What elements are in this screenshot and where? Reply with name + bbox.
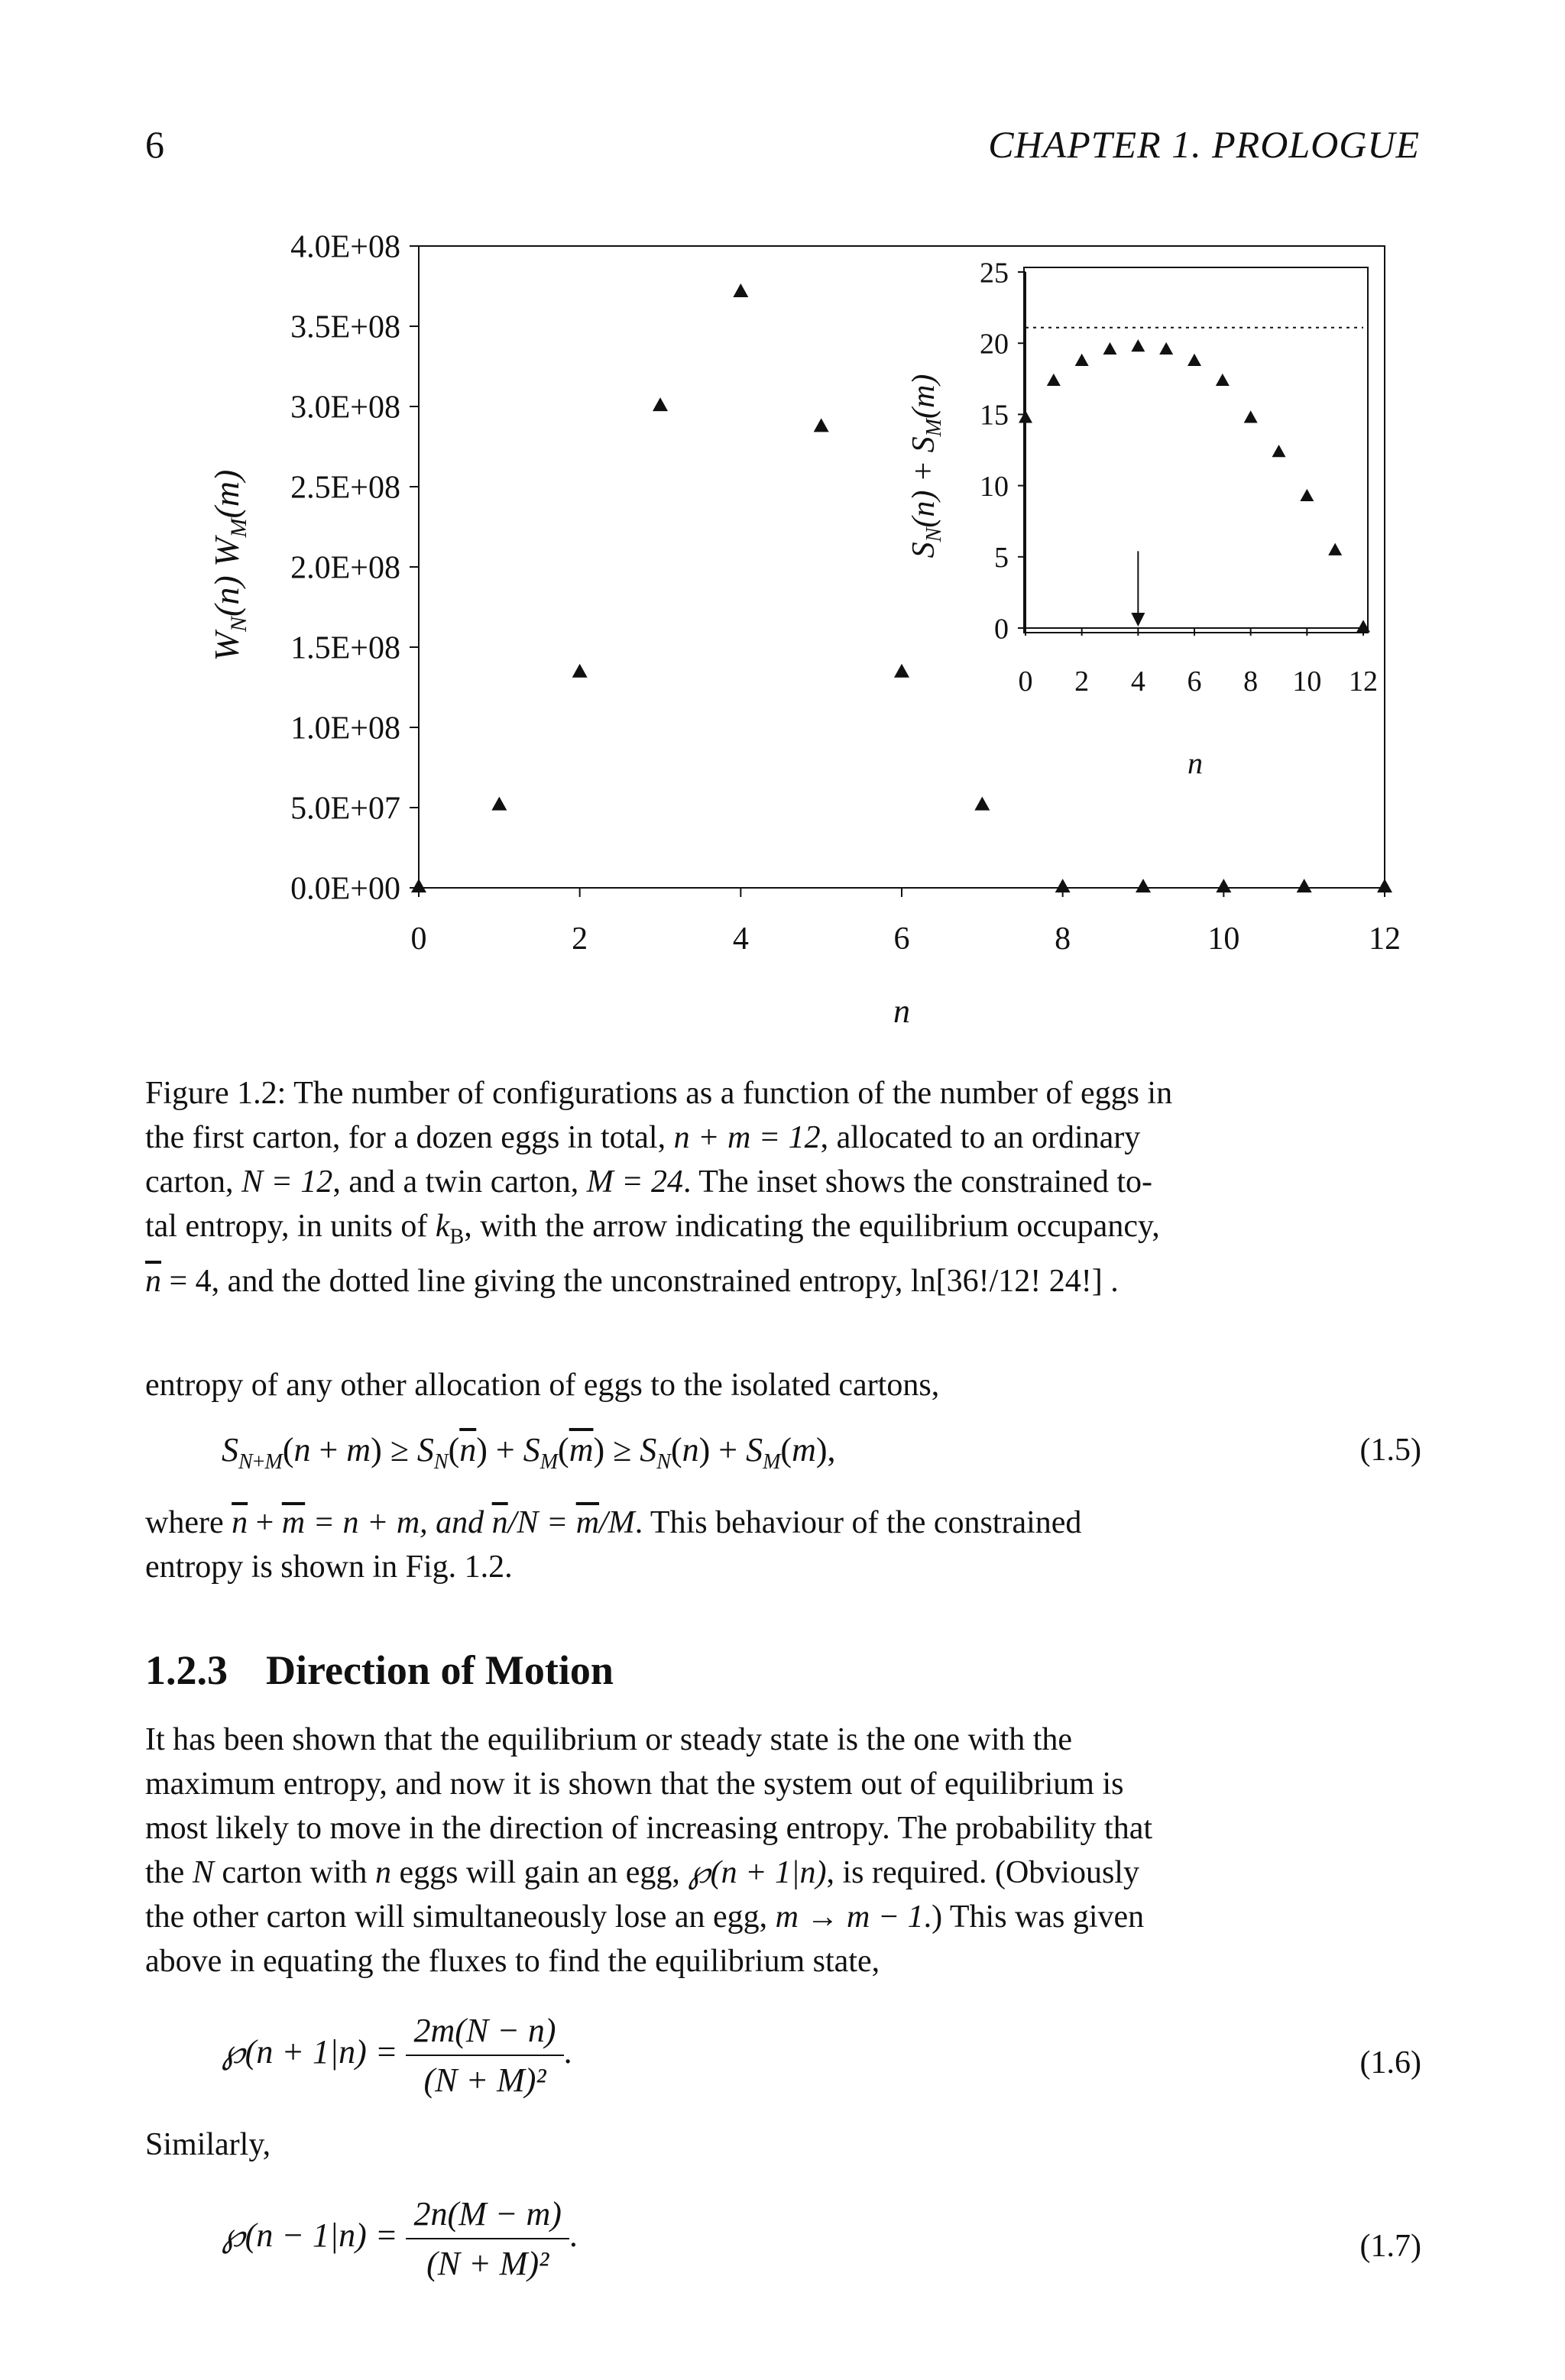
text: carton with xyxy=(213,1855,375,1890)
caption-text: , with the arrow indicating the equilibrium occupancy, xyxy=(464,1209,1160,1244)
y-tick-label: 15 xyxy=(980,399,1009,432)
x-tick-label: 4 xyxy=(1130,665,1145,698)
math: ℘(n + 1|n) xyxy=(688,1855,827,1890)
inset-x-axis-label: n xyxy=(1188,746,1203,780)
y-tick-label: 2.0E+08 xyxy=(290,550,400,586)
math: $\overline{m}$ xyxy=(575,1505,600,1540)
equation-denominator: (N + M)² xyxy=(426,2245,549,2282)
caption-line xyxy=(145,1116,1421,1160)
data-point xyxy=(1019,410,1032,423)
text: . This behaviour of the constrained xyxy=(634,1505,1082,1540)
paragraph-2-line xyxy=(145,1501,1421,1545)
data-point xyxy=(1131,339,1145,351)
paragraph-3-line: most likely to move in the direction of increasing entropy. The probability that xyxy=(145,1811,1153,1846)
math: /M xyxy=(599,1505,635,1540)
text: where xyxy=(145,1505,232,1540)
text: , is required. (Obviously xyxy=(826,1855,1139,1890)
equation-fraction xyxy=(406,2011,563,2100)
text: .) This was given xyxy=(923,1899,1145,1935)
main-y-ticks xyxy=(290,230,1385,907)
equilibrium-arrow xyxy=(1131,551,1145,627)
equation-1-7-number: (1.7) xyxy=(1359,2229,1421,2264)
main-data-points xyxy=(411,283,1392,892)
similarly-text: Similarly, xyxy=(145,2127,271,2162)
x-tick-label: 10 xyxy=(1292,665,1322,698)
y-tick-label: 2.5E+08 xyxy=(290,470,400,506)
paragraph-1: entropy of any other allocation of eggs to the isolated cartons, xyxy=(145,1368,940,1403)
y-tick-label: 1.5E+08 xyxy=(290,630,400,666)
figure-caption xyxy=(145,1071,1421,1303)
data-point xyxy=(733,283,748,297)
page-number: 6 xyxy=(145,123,164,166)
y-tick-label: 5.0E+07 xyxy=(290,791,400,827)
inset-chart xyxy=(906,257,1378,780)
equation-numerator: 2m(N − n) xyxy=(406,2011,563,2056)
equation-numerator: 2n(M − m) xyxy=(406,2194,569,2239)
data-point xyxy=(1272,445,1286,457)
data-point xyxy=(1103,342,1117,355)
inset-x-ticks xyxy=(1019,628,1379,698)
caption-math: $\overline{n}$ xyxy=(145,1264,161,1300)
equation-1-7 xyxy=(222,2194,578,2283)
main-x-ticks xyxy=(411,888,1401,957)
data-point xyxy=(1047,374,1061,386)
data-point xyxy=(411,879,426,892)
math: /N = xyxy=(507,1505,576,1540)
caption-line xyxy=(145,1160,1421,1204)
x-tick-label: 0 xyxy=(1018,665,1033,698)
text: eggs will gain an egg, xyxy=(390,1855,689,1890)
data-point xyxy=(974,797,990,811)
paragraph-2-line: entropy is shown in Fig. 1.2. xyxy=(145,1549,513,1585)
caption-math: ln[36!/12! 24!] . xyxy=(910,1264,1119,1300)
figure-1-2 xyxy=(0,0,1565,1070)
equation-fraction xyxy=(406,2194,569,2283)
arrow-head xyxy=(1131,613,1145,627)
y-tick-label: 0.0E+00 xyxy=(290,871,400,907)
equation-lhs: ℘(n − 1|n) = xyxy=(222,2216,398,2255)
caption-math-sub: B xyxy=(449,1225,465,1249)
x-tick-label: 2 xyxy=(1074,665,1090,698)
x-tick-label: 2 xyxy=(572,921,588,957)
math: $\overline{n}$ xyxy=(232,1505,248,1540)
main-x-axis-label: n xyxy=(893,992,910,1030)
paragraph-3-line: It has been shown that the equilibrium or steady state is the one with the xyxy=(145,1722,1073,1757)
data-point xyxy=(894,664,909,678)
text: + xyxy=(248,1505,282,1540)
caption-text: = 4, and the dotted line giving the unconstrained entropy, xyxy=(161,1264,911,1300)
math: = n + m, and xyxy=(305,1505,492,1540)
data-point xyxy=(1188,354,1201,366)
paragraph-3 xyxy=(145,1718,1421,1983)
y-tick-label: 3.0E+08 xyxy=(290,390,400,426)
x-tick-label: 12 xyxy=(1349,665,1378,698)
main-plot-frame xyxy=(419,246,1385,888)
data-point xyxy=(1055,879,1071,892)
x-tick-label: 8 xyxy=(1055,921,1071,957)
caption-math: k xyxy=(435,1209,450,1244)
caption-line xyxy=(145,1204,1421,1259)
math: $\overline{n}$ xyxy=(491,1505,508,1540)
paragraph-2 xyxy=(145,1501,1421,1589)
x-tick-label: 6 xyxy=(893,921,910,957)
data-point xyxy=(1216,374,1230,386)
data-point xyxy=(572,664,588,678)
equation-denominator: (N + M)² xyxy=(423,2061,546,2099)
caption-text: The number of configurations as a function of the number of eggs in xyxy=(293,1076,1173,1111)
caption-line xyxy=(145,1259,1421,1303)
data-point xyxy=(1377,879,1392,892)
paragraph-3-line: above in equating the fluxes to find the equilibrium state, xyxy=(145,1944,880,1979)
equation-1-6-number: (1.6) xyxy=(1359,2045,1421,2080)
y-tick-label: 10 xyxy=(980,470,1009,503)
inset-y-axis-label: $S_N(n) + S_M(m)$ xyxy=(906,374,946,559)
y-tick-label: 0 xyxy=(994,613,1009,646)
main-chart xyxy=(207,230,1401,1030)
text: the other carton will simultaneously lose an egg, xyxy=(145,1899,776,1935)
x-tick-label: 12 xyxy=(1369,921,1401,957)
math: n xyxy=(374,1855,391,1890)
y-tick-label: 20 xyxy=(980,328,1009,361)
y-tick-label: 25 xyxy=(980,257,1009,290)
section-heading xyxy=(145,1647,614,1694)
main-y-axis-label: $W_N(n)$ $W_M(m)$ xyxy=(207,469,251,662)
caption-math: n + m = 12 xyxy=(673,1120,821,1155)
data-point xyxy=(1075,354,1089,366)
inset-data-points xyxy=(1019,339,1370,632)
data-point xyxy=(653,397,668,411)
inset-plot-frame xyxy=(1024,267,1368,633)
equation-end: . xyxy=(569,2216,578,2255)
data-point xyxy=(1328,543,1342,555)
math: N xyxy=(192,1855,214,1890)
inset-y-ticks xyxy=(980,257,1363,645)
data-point xyxy=(814,418,829,432)
equation-1-5: $S_{N+M}(n + m) \ge S_N(\overline{n}) + S_M(\overline{m}) \ge S_N(n) + S_M(m)$, xyxy=(222,1431,836,1474)
data-point xyxy=(1300,489,1314,501)
caption-label: Figure 1.2: xyxy=(145,1076,287,1111)
x-tick-label: 10 xyxy=(1207,921,1240,957)
data-point xyxy=(1297,879,1312,892)
y-tick-label: 1.0E+08 xyxy=(290,711,400,746)
x-tick-label: 0 xyxy=(410,921,427,957)
equation-lhs: ℘(n + 1|n) = xyxy=(222,2033,398,2071)
caption-text: . The inset shows the constrained to- xyxy=(683,1164,1152,1200)
caption-text: the first carton, for a dozen eggs in total, xyxy=(145,1120,674,1155)
data-point xyxy=(1159,342,1173,355)
running-head: CHAPTER 1. PROLOGUE xyxy=(988,123,1420,166)
data-point xyxy=(1216,879,1231,892)
paragraph-3-line: maximum entropy, and now it is shown that the system out of equilibrium is xyxy=(145,1766,1124,1802)
caption-text: carton, xyxy=(145,1164,241,1200)
math: m → m − 1 xyxy=(775,1899,924,1935)
paragraph-3-line xyxy=(145,1851,1421,1895)
equation-1-6 xyxy=(222,2011,572,2100)
data-point xyxy=(491,797,507,811)
x-tick-label: 6 xyxy=(1187,665,1202,698)
caption-math: N = 12 xyxy=(241,1164,333,1200)
x-tick-label: 4 xyxy=(732,921,749,957)
equation-1-5-number: (1.5) xyxy=(1359,1433,1421,1468)
equation-end: . xyxy=(563,2033,572,2071)
caption-line xyxy=(145,1071,1421,1116)
caption-text: , and a twin carton, xyxy=(332,1164,587,1200)
x-tick-label: 8 xyxy=(1243,665,1259,698)
y-tick-label: 4.0E+08 xyxy=(290,229,400,265)
section-title: Direction of Motion xyxy=(266,1647,614,1693)
math: $\overline{m}$ xyxy=(281,1505,306,1540)
data-point xyxy=(1136,879,1151,892)
paragraph-3-line xyxy=(145,1895,1421,1939)
y-tick-label: 5 xyxy=(994,542,1009,575)
caption-math: M = 24 xyxy=(586,1164,684,1200)
y-tick-label: 3.5E+08 xyxy=(290,309,400,345)
data-point xyxy=(1244,410,1258,423)
section-number: 1.2.3 xyxy=(145,1647,228,1693)
text: the xyxy=(145,1855,193,1890)
caption-text: , allocated to an ordinary xyxy=(820,1120,1141,1155)
caption-text: tal entropy, in units of xyxy=(145,1209,436,1244)
